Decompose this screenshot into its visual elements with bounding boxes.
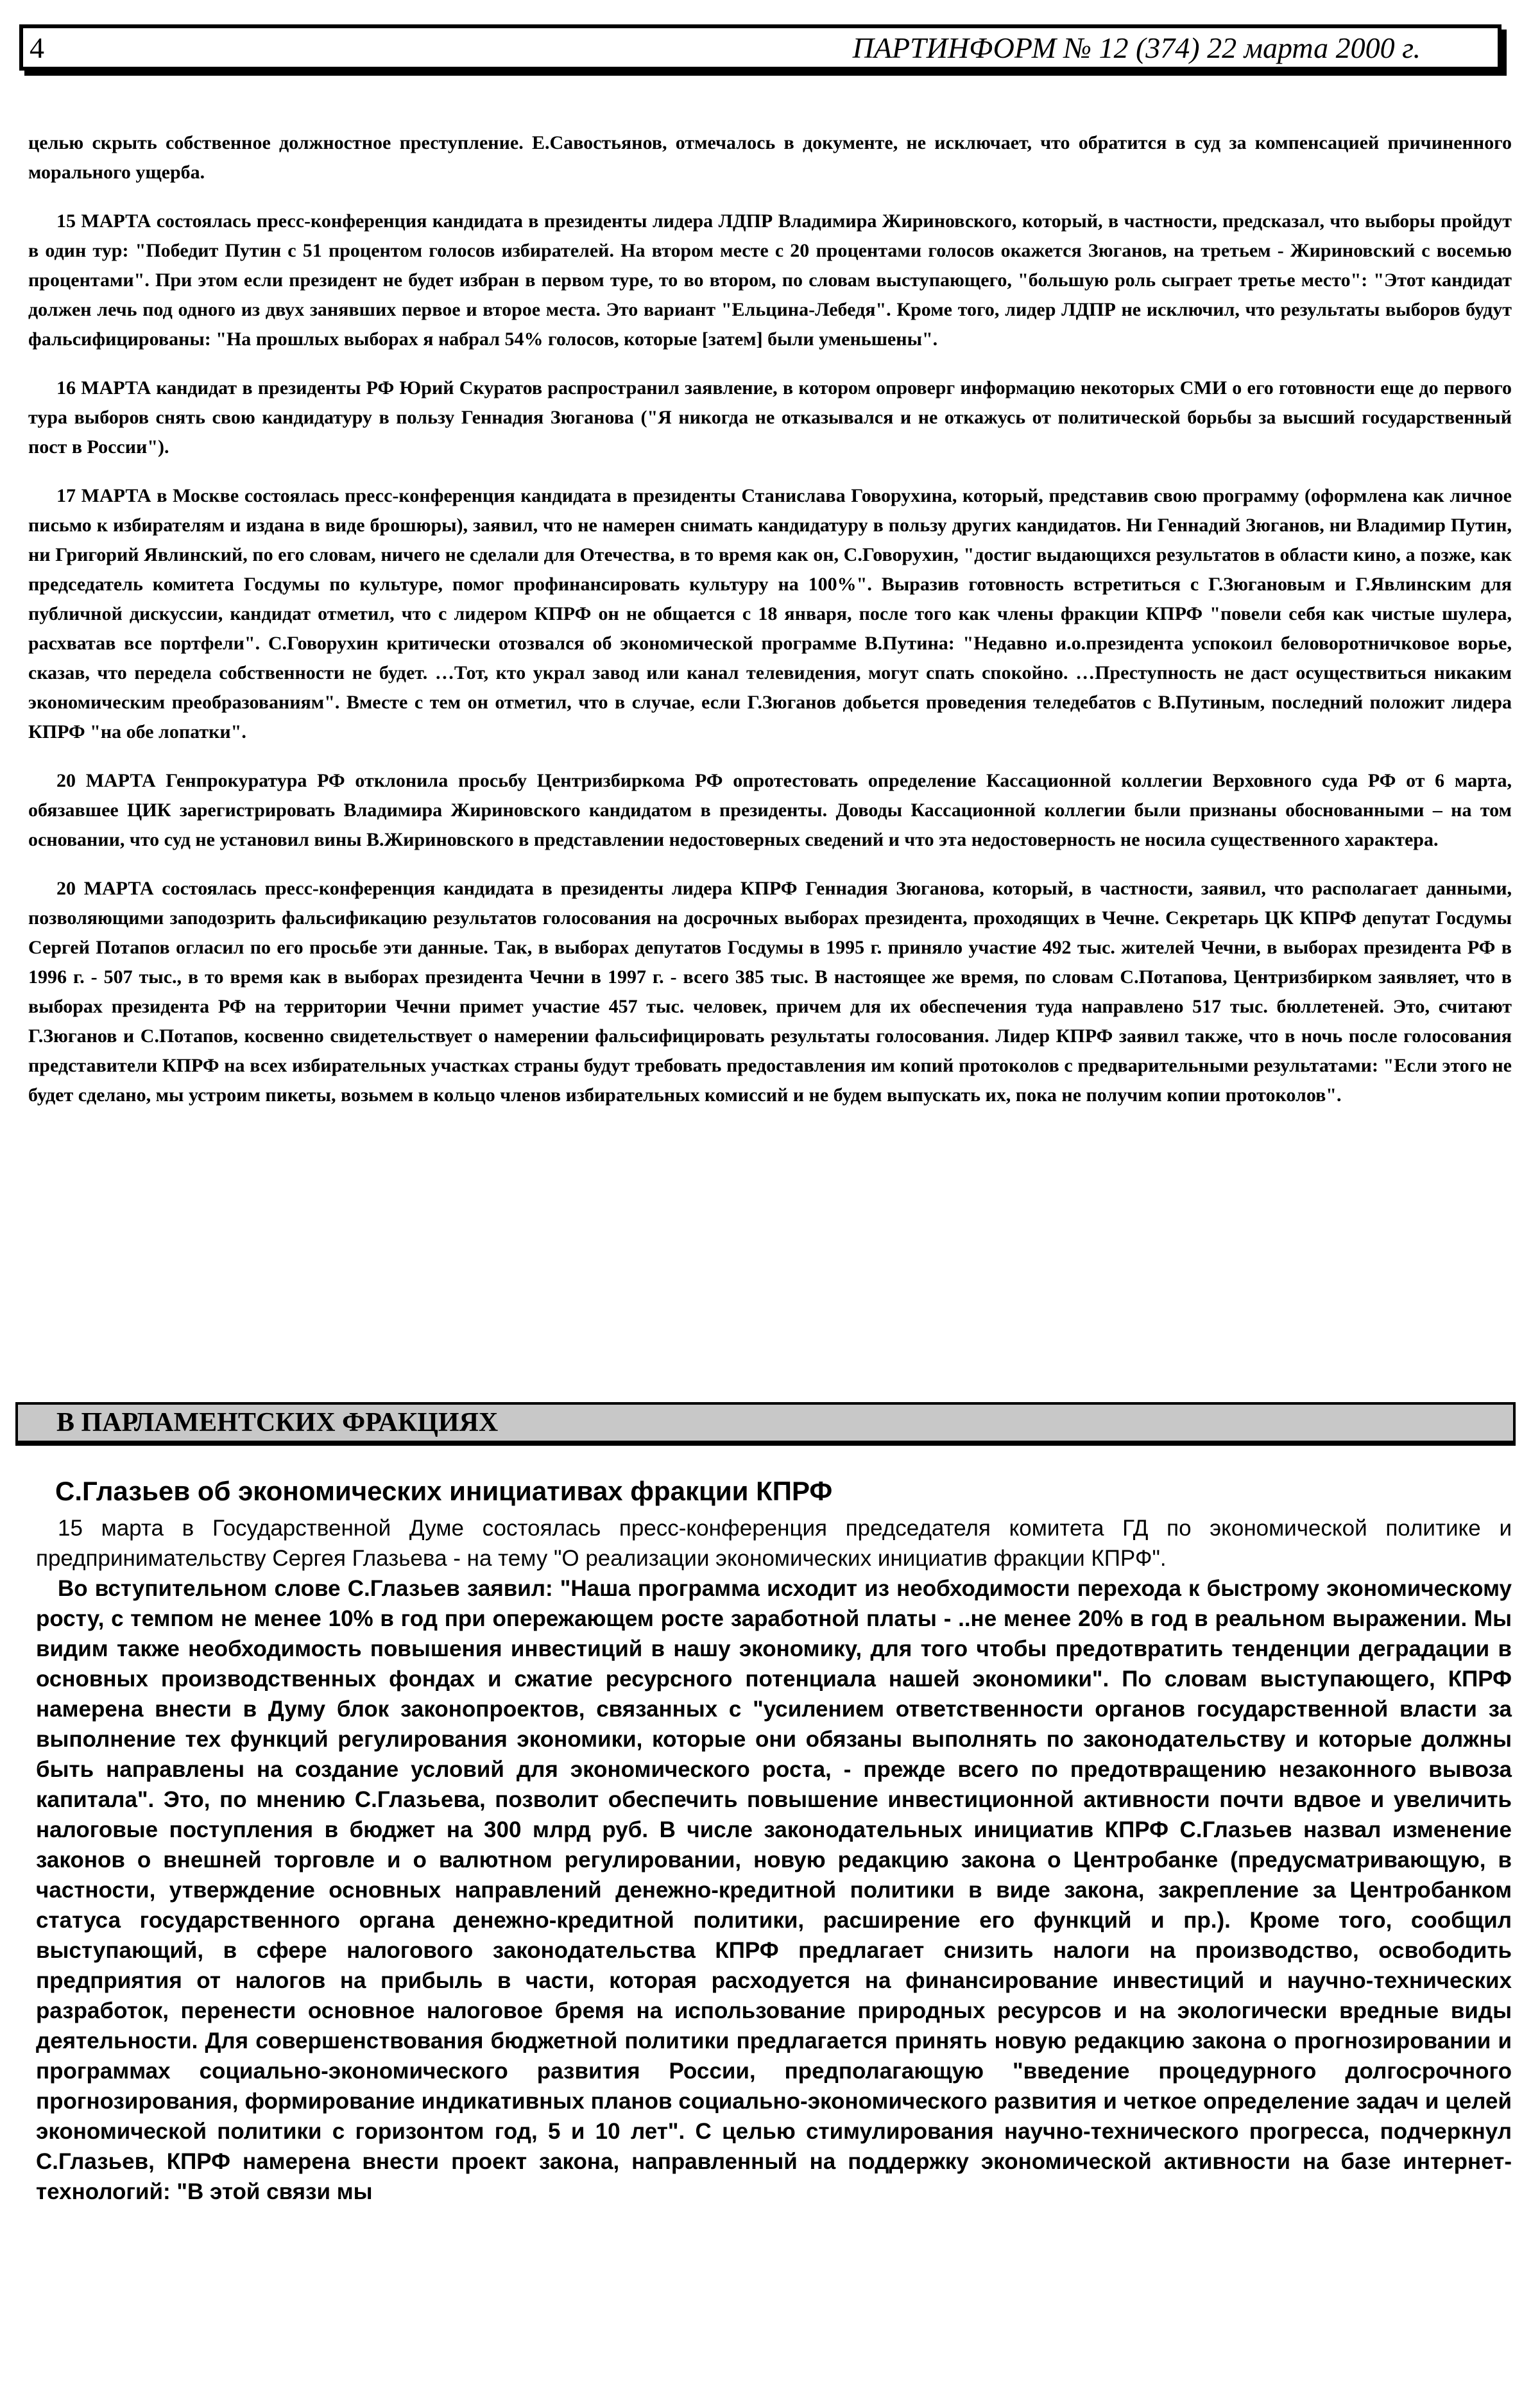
article-title: С.Глазьев об экономических инициативах фракции КПРФ	[55, 1476, 833, 1506]
news-item: 20 МАРТА Генпрокуратура РФ отклонила просьбу Центризбиркома РФ опротестовать определение Кассационной коллегии Верховного суда РФ от 6 марта, обязавшее ЦИК зарегистрировать Владимира Жириновского кандидатом в президенты. Доводы Кассационной коллегии были признаны обоснованными – на том основании, что суд не установил вины В.Жириновского в представлении недостоверных сведений и что эта недостоверность не носила существенного характера.	[28, 770, 1512, 850]
news-chronicle	[28, 128, 1512, 1129]
news-item: 16 МАРТА кандидат в президенты РФ Юрий Скуратов распространил заявление, в котором опроверг информацию некоторых СМИ о его готовности еще до первого тура выборов снять свою кандидатуру в пользу Геннадия Зюганова ("Я никогда не отказывался и не откажусь от политической борьбы за высший государственный пост в России").	[28, 377, 1512, 458]
section-title: В ПАРЛАМЕНТСКИХ ФРАКЦИЯХ	[56, 1408, 499, 1437]
news-item: 15 МАРТА состоялась пресс-конференция кандидата в президенты лидера ЛДПР Владимира Жириновского, который, в частности, предсказал, что выборы пройдут в один тур: "Победит Путин с 51 процентом голосов избирателей. На втором месте с 20 процентами голосов окажется Зюганов, на третьем - Жириновский с восемью процентами". При этом если президент не будет избран в первом туре, то во втором, по словам выступающего, "большую роль сыграет третье место": "Этот кандидат должен лечь под одного из двух занявших первое и второе места. Это вариант "Ельцина-Лебедя". Кроме того, лидер ЛДПР не исключил, что результаты выборов будут фальсифицированы: "На прошлых выборах я набрал 54% голосов, которые [затем] были уменьшены".	[28, 210, 1512, 350]
article-lead: 15 марта в Государственной Думе состоялась пресс-конференция председателя комитета ГД по экономической политике и предпринимательству Сергея Глазьева - на тему "О реализации экономических инициатив фракции КПРФ".	[36, 1516, 1512, 1571]
article-paragraph: Во вступительном слове С.Глазьев заявил: "Наша программа исходит из необходимости перехода к быстрому экономическому росту, с темпом не менее 10% в год при опережающем росте заработной платы - ..не менее 20% в год в реальном выражении. Мы видим также необходимость повышения инвестиций в нашу экономику, для того чтобы предотвратить тенденции деградации в основных производственных фондах и сжатие ресурсного потенциала нашей экономики". По словам выступающего, КПРФ намерена внести в Думу блок законопроектов, связанных с "усилением ответственности органов государственной власти за выполнение тех функций регулирования экономики, которые они обязаны выполнять по законодательству и которые должны быть направлены на создание условий для экономического роста, - прежде всего по предотвращению незаконного вывоза капитала". Это, по мнению С.Глазьева, позволит обеспечить повышение инвестиционной активности почти вдвое и увеличить налоговые поступления в бюджет на 300 млрд руб. В числе законодательных инициатив КПРФ С.Глазьев назвал изменение законов о внешней торговле и о валютном регулировании, новую редакцию закона о Центробанке (предусматривающую, в частности, утверждение основных направлений денежно-кредитной политики в виде закона, закрепление за Центробанком статуса государственного органа денежно-кредитной политики, расширение его функций и пр.). Кроме того, сообщил выступающий, в сфере налогового законодательства КПРФ предлагает снизить налоги на производство, освободить предприятия от налогов на прибыль в части, которая расходуется на финансирование инвестиций и научно-технических разработок, перенести основное налоговое бремя на использование природных ресурсов и на экологически вредные виды деятельности. Для совершенствования бюджетной политики предлагается принять новую редакцию закона о прогнозировании и программах социально-экономического развития России, предполагающую "введение процедурного долгосрочного прогнозирования, формирование индикативных планов социально-экономического развития и четкое определение задач и целей экономической политики с горизонтом год, 5 и 10 лет". С целью стимулирования научно-технического прогресса, подчеркнул С.Глазьев, КПРФ намерена внести проект закона, направленный на поддержку экономической активности на базе интернет-технологий: "В этой связи мы	[36, 1576, 1512, 2204]
page-header	[19, 24, 1502, 71]
page-number: 4	[30, 31, 44, 64]
news-item: 20 МАРТА состоялась пресс-конференция кандидата в президенты лидера КПРФ Геннадия Зюганова, который, в частности, заявил, что располагает данными, позволяющими заподозрить фальсификацию результатов голосования на досрочных выборах президента, проходящих в Чечне. Секретарь ЦК КПРФ депутат Госдумы Сергей Потапов огласил по его просьбе эти данные. Так, в выборах депутатов Госдумы в 1995 г. приняло участие 492 тыс. жителей Чечни, в выборах президента РФ в 1996 г. - 507 тыс., в то время как в выборах президента Чечни в 1997 г. - всего 385 тыс. В настоящее же время, по словам С.Потапова, Центризбирком заявляет, что в выборах президента РФ на территории Чечни примет участие 457 тыс. человек, причем для их обеспечения туда направлено 517 тыс. бюллетеней. Это, считают Г.Зюганов и С.Потапов, косвенно свидетельствует о намерении фальсифицировать результаты голосования. Лидер КПРФ заявил также, что в ночь после голосования представители КПРФ на всех избирательных участках страны будут требовать предоставления им копий протоколов с предварительными результатами: "Если этого не будет сделано, мы устроим пикеты, возьмем в кольцо членов избирательных комиссий и не будем выпускать их, пока не получим копии протоколов".	[28, 878, 1512, 1106]
article-body	[36, 1513, 1512, 2207]
section-header	[15, 1402, 1516, 1446]
news-item: 17 МАРТА в Москве состоялась пресс-конференция кандидата в президенты Станислава Говорухина, который, представив свою программу (оформлена как личное письмо к избирателям и издана в виде брошюры), заявил, что не намерен снимать кандидатуру в пользу других кандидатов. Ни Геннадий Зюганов, ни Владимир Путин, ни Григорий Явлинский, по его словам, ничего не сделали для Отечества, в то время как он, С.Говорухин, "достиг выдающихся результатов в области кино, а позже, как председатель комитета Госдумы по культуре, помог профинансировать культуру на 100%". Выразив готовность встретиться с Г.Зюгановым и Г.Явлинским для публичной дискуссии, кандидат отметил, что с лидером КПРФ он не общается с 18 января, после того как члены фракции КПРФ "повели себя как чистые шулера, расхватав все портфели". С.Говорухин критически отозвался об экономической программе В.Путина: "Недавно и.о.президента успокоил беловоротничковое ворье, сказав, что передела собственности не будет. …Тот, кто украл завод или канал телевидения, могут спать спокойно. …Преступность не даст осуществиться никаким экономическим преобразованиям". Вместе с тем он отметил, что в случае, если Г.Зюганов добьется проведения теледебатов с В.Путиным, последний положит лидера КПРФ "на обе лопатки".	[28, 485, 1512, 742]
issue-title: ПАРТИНФОРМ № 12 (374) 22 марта 2000 г.	[852, 31, 1421, 64]
news-continuation: целью скрыть собственное должностное преступление. Е.Савостьянов, отмечалось в документе, не исключает, что обратится в суд за компенсацией причиненного морального ущерба.	[28, 132, 1512, 183]
